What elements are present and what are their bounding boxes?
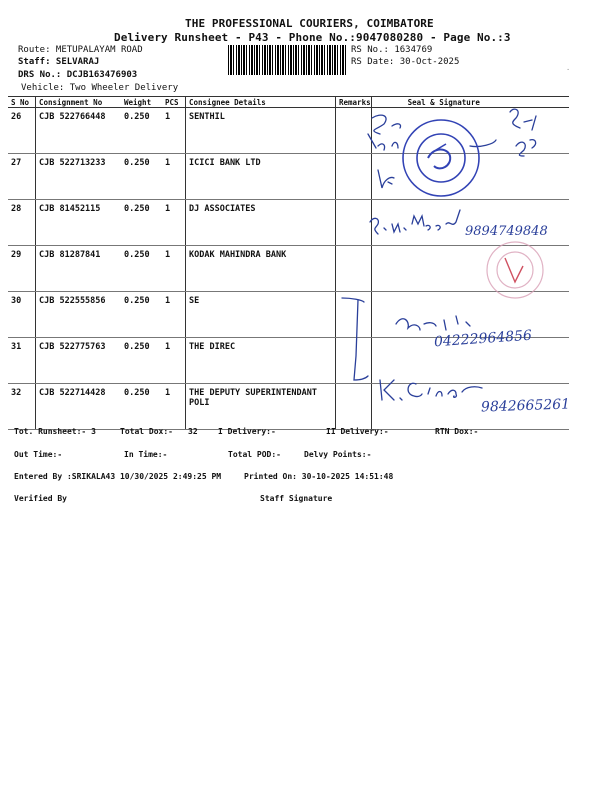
company-title: THE PROFESSIONAL COURIERS, COIMBATORE [185, 17, 434, 30]
runsheet-table [8, 96, 569, 430]
cell-pcs: 1 [162, 338, 186, 384]
cell-signature [371, 154, 569, 200]
row28-phone: 9894749848 [465, 224, 548, 239]
cell-consignee: THE DEPUTY SUPERINTENDANT POLI [186, 384, 336, 430]
cell-signature [371, 108, 569, 154]
cell-weight: 0.250 [121, 108, 162, 154]
cell-pcs: 1 [162, 200, 186, 246]
out-time: Out Time:- [14, 450, 63, 459]
cell-consignment: CJB 81287841 [36, 246, 122, 292]
cell-weight: 0.250 [121, 154, 162, 200]
col-consignment: Consignment No [36, 97, 122, 108]
cell-consignee: KODAK MAHINDRA BANK [186, 246, 336, 292]
tot-runsheet: Tot. Runsheet:- 3 [14, 427, 96, 436]
col-signature: Seal & Signature [371, 97, 569, 108]
staff-signature: Staff Signature [260, 494, 333, 503]
printed-on: Printed On: 30-10-2025 14:51:48 [244, 472, 394, 481]
cell-consignee: SENTHIL [186, 108, 336, 154]
cell-weight: 0.250 [121, 246, 162, 292]
cell-remarks [336, 154, 372, 200]
cell-consignee: ICICI BANK LTD [186, 154, 336, 200]
cell-consignment: CJB 81452115 [36, 200, 122, 246]
cell-sno: 26 [8, 108, 36, 154]
entered-by: Entered By :SRIKALA43 10/30/2025 2:49:25 PM [14, 472, 222, 481]
ii-delivery: II Delivery:- [326, 427, 389, 436]
cell-remarks [336, 338, 372, 384]
col-pcs: PCS [162, 97, 186, 108]
col-sno: S No [8, 97, 36, 108]
cell-sno: 32 [8, 384, 36, 430]
cell-sno: 29 [8, 246, 36, 292]
cell-consignee: DJ ASSOCIATES [186, 200, 336, 246]
route-label: Route: METUPALAYAM ROAD [18, 45, 143, 55]
cell-consignment: CJB 522766448 [36, 108, 122, 154]
i-delivery: I Delivery:- [218, 427, 276, 436]
total-pod: Total POD:- [228, 450, 281, 459]
table-row [8, 154, 569, 200]
cell-weight: 0.250 [121, 338, 162, 384]
verified-by: Verified By [14, 494, 67, 503]
cell-consignee: SE [186, 292, 336, 338]
rtn-dox: RTN Dox:- [435, 427, 479, 436]
col-consignee: Consignee Details [186, 97, 336, 108]
row31-phone: 04222964856 [433, 327, 533, 351]
row32-phone: 9842665261 [480, 396, 571, 416]
cell-weight: 0.250 [121, 200, 162, 246]
cell-sno: 27 [8, 154, 36, 200]
cell-pcs: 1 [162, 246, 186, 292]
cell-consignment: CJB 522713233 [36, 154, 122, 200]
staff-label: Staff: SELVARAJ [18, 57, 100, 67]
cell-signature [371, 246, 569, 292]
cell-pcs: 1 [162, 292, 186, 338]
cell-pcs: 1 [162, 154, 186, 200]
cell-signature [371, 292, 569, 338]
cell-sno: 31 [8, 338, 36, 384]
total-dox-label: Total Dox:- [120, 427, 173, 436]
table-row [8, 108, 569, 154]
cell-pcs: 1 [162, 108, 186, 154]
speck-mark: · [566, 66, 571, 74]
delvy-points: Delvy Points:- [304, 450, 372, 459]
rs-date: RS Date: 30-Oct-2025 [351, 57, 460, 67]
table-row [8, 246, 569, 292]
vehicle-label: Vehicle: Two Wheeler Delivery [21, 83, 179, 93]
cell-remarks [336, 384, 372, 430]
cell-consignment: CJB 522555856 [36, 292, 122, 338]
cell-sno: 28 [8, 200, 36, 246]
cell-weight: 0.250 [121, 384, 162, 430]
cell-consignment: CJB 522714428 [36, 384, 122, 430]
cell-consignee: THE DIREC [186, 338, 336, 384]
rs-number: RS No.: 1634769 [351, 45, 433, 55]
cell-remarks [336, 108, 372, 154]
cell-weight: 0.250 [121, 292, 162, 338]
total-dox-value: 32 [188, 427, 198, 436]
cell-pcs: 1 [162, 384, 186, 430]
drs-label: DRS No.: DCJB163476903 [18, 70, 138, 80]
in-time: In Time:- [124, 450, 168, 459]
cell-remarks [336, 200, 372, 246]
runsheet-subtitle: Delivery Runsheet - P43 - Phone No.:9047080280 - Page No.:3 [114, 31, 511, 44]
cell-remarks [336, 292, 372, 338]
col-weight: Weight [121, 97, 162, 108]
col-remarks: Remarks [336, 97, 372, 108]
cell-consignment: CJB 522775763 [36, 338, 122, 384]
barcode [228, 45, 346, 75]
cell-sno: 30 [8, 292, 36, 338]
table-header-row [8, 97, 569, 108]
cell-remarks [336, 246, 372, 292]
